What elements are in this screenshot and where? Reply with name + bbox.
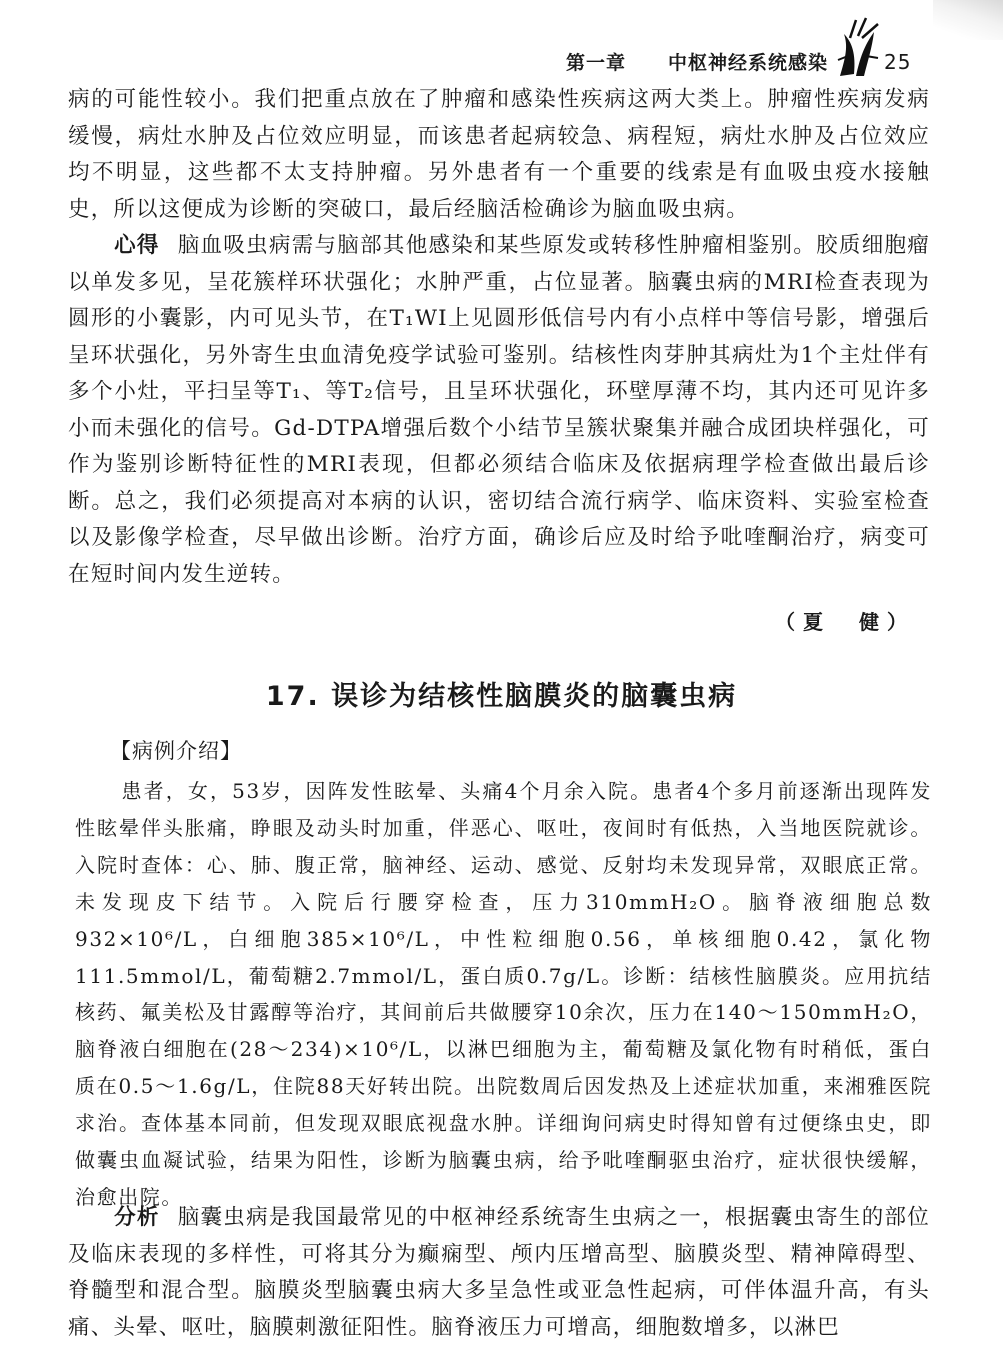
case-text: 患者，女，53岁，因阵发性眩晕、头痛4个月余入院。患者4个多月前逐渐出现阵发性眩晕伴头胀痛，睁眼及动头时加重，伴恶心、呕吐，夜间时有低热，入当地医院就诊。入院时查体：心、肺、腹正常，脑神经、运动、感觉、反射均未发现异常，双眼底正常。未发现皮下结节。入院后行腰穿检查，压力310mmH₂O。脑脊液细胞总数932×10⁶/L，白细胞385×10⁶/L，中性粒细胞0.56，单核细胞0.42，氯化物111.5mmol/L，葡萄糖2.7mmol/L，蛋白质0.7g/L。诊断：结核性脑膜炎。应用抗结核药、氟美松及甘露醇等治疗，其间前后共做腰穿10余次，压力在140～150mmH₂O，脑脊液白细胞在(28～234)×10⁶/L，以淋巴细胞为主，葡萄糖及氯化物有时稍低，蛋白质在0.5～1.6g/L，住院88天好转出院。出院数周后因发热及上述症状加重，来湘雅医院求治。查体基本同前，但发现双眼底视盘水肿。详细询问病史时得知曾有过便绦虫史，即做囊虫血凝试验，结果为阳性，诊断为脑囊虫病，给予吡喹酮驱虫治疗，症状很快缓解，治愈出院。 [75, 779, 932, 1209]
chapter-title: 中枢神经系统感染 [668, 52, 829, 74]
experience-text: 脑血吸虫病需与脑部其他感染和某些原发或转移性肿瘤相鉴别。胶质细胞瘤以单发多见，呈花簇样环状强化；水肿严重，占位显著。脑囊虫病的MRI检查表现为圆形的小囊影，内可见头节，在T₁WI上见圆形低信号内有小点样中等信号影，增强后呈环状强化，另外寄生虫血清免疫学试验可鉴别。结核性肉芽肿其病灶为1个主灶伴有多个小灶，平扫呈等T₁、等T₂信号，且呈环状强化，环壁厚薄不均，其内还可见许多小而未强化的信号。Gd-DTPA增强后数个小结节呈簇状聚集并融合成团块样强化，可作为鉴别诊断特征性的MRI表现，但都必须结合临床及依据病理学检查做出最后诊断。总之，我们必须提高对本病的认识，密切结合流行病学、临床资料、实验室检查以及影像学检查，尽早做出诊断。治疗方面，确诊后应及时给予吡喹酮治疗，病变可在短时间内发生逆转。 [68, 233, 930, 587]
paragraph-continued: 病的可能性较小。我们把重点放在了肿瘤和感染性疾病这两大类上。肿瘤性疾病发病缓慢，病灶水肿及占位效应明显，而该患者起病较急、病程短，病灶水肿及占位效应均不明显，这些都不太支持肿瘤。另外患者有一个重要的线索是有血吸虫疫水接触史，所以这便成为诊断的突破口，最后经脑活检确诊为脑血吸虫病。 [68, 87, 930, 222]
chapter-label: 第一章 [566, 52, 627, 74]
decorative-emblem-icon [830, 16, 886, 80]
analysis-text: 脑囊虫病是我国最常见的中枢神经系统寄生虫病之一，根据囊虫寄生的部位及临床表现的多样性，可将其分为癫痫型、颅内压增高型、脑膜炎型、精神障碍型、脊髓型和混合型。脑膜炎型脑囊虫病大多呈急性或亚急性起病，可伴体温升高，有头痛、头晕、呕吐，脑膜刺激征阳性。脑脊液压力可增高，细胞数增多，以淋巴 [68, 1205, 930, 1340]
experience-paragraph [68, 228, 930, 593]
case-description [75, 773, 932, 1216]
section-heading: 17. 误诊为结核性脑膜炎的脑囊虫病 [265, 681, 738, 712]
analysis-label: 分析 [114, 1205, 160, 1230]
analysis-paragraph [68, 1200, 930, 1346]
page-corner-shadow [933, 0, 1003, 40]
author-signature: （夏 健） [775, 610, 915, 634]
experience-label: 心得 [114, 233, 160, 258]
running-header [560, 44, 950, 78]
case-intro-label: 【病例介绍】 [110, 739, 242, 763]
page-number: 25 [884, 50, 912, 74]
